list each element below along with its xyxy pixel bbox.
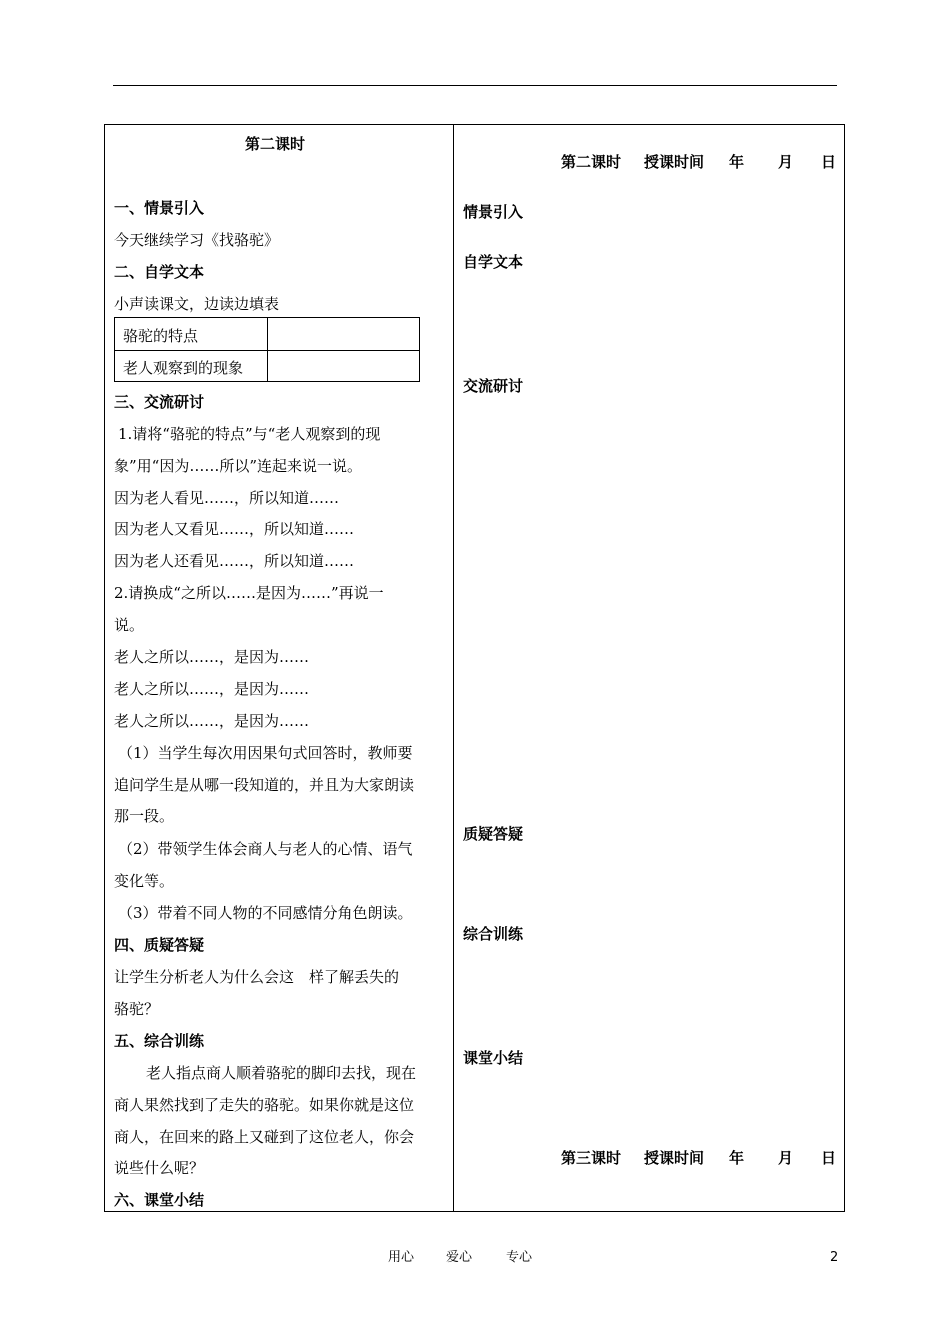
discussion-line: 因为老人还看见……，所以知道…… — [114, 552, 355, 570]
schedule-time-label: 授课时间 — [644, 1149, 705, 1167]
practice-line: 商人果然找到了走失的骆驼。如果你就是这位 — [114, 1096, 415, 1114]
footer-word: 用心 — [388, 1250, 415, 1265]
practice-line: 老人指点商人顺着骆驼的脚印去找，现在 — [146, 1064, 417, 1082]
schedule-year: 年 — [729, 153, 745, 171]
discussion-line: 老人之所以……，是因为…… — [114, 680, 310, 698]
questions-line: 让学生分析老人为什么会这 样了解丢失的 — [114, 968, 400, 986]
discussion-line: （3）带着不同人物的不同感情分角色朗读。 — [118, 904, 413, 922]
discussion-line: 2.请换成“之所以……是因为……”再说一 — [114, 584, 384, 602]
schedule-month: 月 — [778, 153, 794, 171]
discussion-line: 老人之所以……，是因为…… — [114, 712, 310, 730]
discussion-line: 追问学生是从哪一段知道的，并且为大家朗读 — [114, 776, 415, 794]
section-heading-practice: 五、综合训练 — [114, 1032, 205, 1050]
note-label: 综合训练 — [463, 925, 524, 943]
lesson-title: 第二课时 — [245, 135, 306, 153]
table-row-label: 老人观察到的现象 — [123, 359, 244, 377]
footer-word: 爱心 — [446, 1250, 473, 1265]
schedule-day: 日 — [821, 153, 837, 171]
section-heading-questions: 四、质疑答疑 — [114, 936, 205, 954]
fill-in-table — [114, 317, 420, 382]
note-label: 自学文本 — [463, 253, 524, 271]
discussion-line: 老人之所以……，是因为…… — [114, 648, 310, 666]
schedule-lesson: 第三课时 — [561, 1149, 622, 1167]
discussion-line: 说。 — [114, 616, 145, 634]
schedule-time-label: 授课时间 — [644, 153, 705, 171]
schedule-month: 月 — [778, 1149, 794, 1167]
discussion-line: 因为老人看见……，所以知道…… — [114, 489, 340, 507]
discussion-line: 象”用“因为……所以”连起来说一说。 — [114, 457, 363, 475]
discussion-line: 1.请将“骆驼的特点”与“老人观察到的现 — [118, 425, 381, 443]
column-divider — [453, 124, 454, 1212]
discussion-line: （2）带领学生体会商人与老人的心情、语气 — [118, 840, 413, 858]
practice-line: 说些什么呢？ — [114, 1159, 205, 1177]
discussion-line: 那一段。 — [114, 807, 175, 825]
schedule-year: 年 — [729, 1149, 745, 1167]
note-label: 情景引入 — [463, 203, 524, 221]
section-heading-intro: 一、情景引入 — [114, 199, 205, 217]
header-rule — [113, 85, 837, 86]
note-label: 质疑答疑 — [463, 825, 524, 843]
questions-line: 骆驼？ — [114, 1000, 160, 1018]
schedule-day: 日 — [821, 1149, 837, 1167]
section-heading-self-study: 二、自学文本 — [114, 263, 205, 281]
page-number: 2 — [830, 1250, 839, 1265]
footer-word: 专心 — [506, 1250, 533, 1265]
discussion-line: 变化等。 — [114, 872, 175, 890]
discussion-line: （1）当学生每次用因果句式回答时，教师要 — [118, 744, 413, 762]
section-heading-discussion: 三、交流研讨 — [114, 393, 205, 411]
self-study-text: 小声读课文，边读边填表 — [114, 295, 280, 313]
intro-text: 今天继续学习《找骆驼》 — [114, 231, 280, 249]
note-label: 课堂小结 — [463, 1049, 524, 1067]
note-label: 交流研讨 — [463, 377, 524, 395]
table-column-divider — [267, 318, 268, 381]
table-row-label: 骆驼的特点 — [123, 327, 199, 345]
schedule-lesson: 第二课时 — [561, 153, 622, 171]
practice-line: 商人，在回来的路上又碰到了这位老人，你会 — [114, 1128, 415, 1146]
discussion-line: 因为老人又看见……，所以知道…… — [114, 520, 355, 538]
section-heading-summary: 六、课堂小结 — [114, 1191, 205, 1209]
